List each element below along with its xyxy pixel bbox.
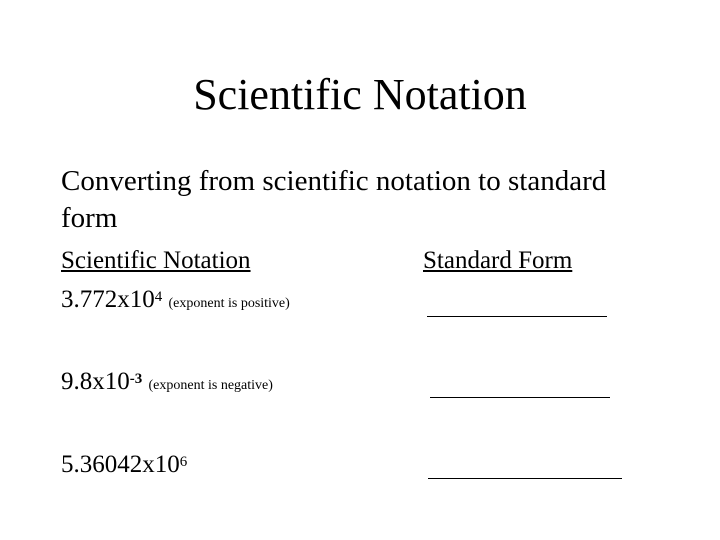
example-note: (exponent is positive)	[168, 296, 290, 311]
example-exponent: 4	[154, 289, 163, 305]
answer-blank	[428, 478, 622, 479]
header-scientific-notation: Scientific Notation	[61, 247, 251, 274]
answer-blank	[427, 316, 607, 317]
example-mantissa: 5.36042x10	[61, 451, 180, 478]
answer-blank	[430, 397, 610, 398]
example-exponent: -3	[129, 371, 143, 387]
example-mantissa: 9.8x10	[61, 368, 130, 395]
slide-subtitle: Converting from scientific notation to standard form	[61, 165, 607, 234]
header-standard-form: Standard Form	[423, 247, 573, 274]
example-mantissa: 3.772x10	[61, 286, 155, 313]
example-row	[61, 367, 273, 401]
example-row	[61, 450, 187, 480]
example-row	[61, 285, 290, 319]
example-note: (exponent is negative)	[148, 378, 273, 393]
example-exponent: 6	[179, 454, 188, 470]
slide-title: Scientific Notation	[193, 70, 527, 119]
